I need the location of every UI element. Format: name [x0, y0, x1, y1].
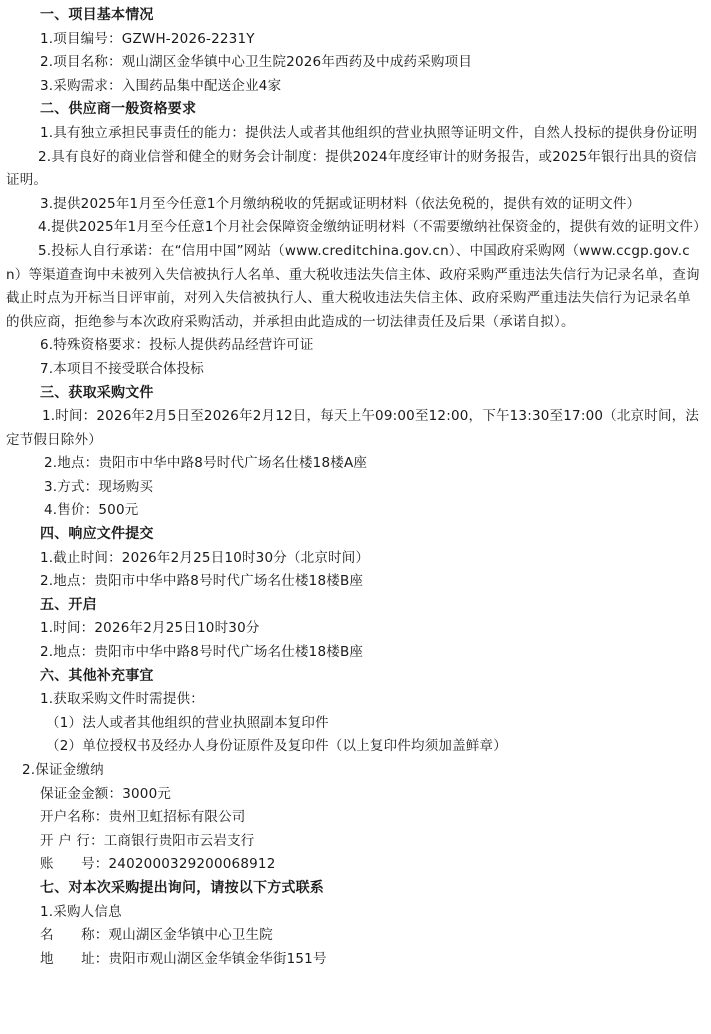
purchaser-name: 名 称：观山湖区金华镇中心卫生院 — [40, 927, 273, 944]
obtain-price: 4.售价：500元 — [44, 502, 139, 519]
qualification-1: 1.具有独立承担民事责任的能力：提供法人或者其他组织的营业执照等证明文件，自然人投标的提供身份证明 — [40, 124, 698, 141]
obtain-location: 2.地点：贵阳市中华中路8号时代广场名仕楼18楼A座 — [44, 455, 368, 472]
qualification-7: 7.本项目不接受联合体投标 — [40, 360, 204, 377]
required-document-1: （1）法人或者其他组织的营业执照副本复印件 — [46, 714, 329, 731]
account-number: 账 号：2402000329200068912 — [40, 856, 276, 873]
qualification-2: 2.具有良好的商业信誉和健全的财务会计制度：提供2024年度经审计的财务报告，或2025年银行出具的资信证明。 — [6, 148, 697, 189]
section-4-title: 四、响应文件提交 — [40, 526, 154, 543]
deposit-title: 2.保证金缴纳 — [22, 762, 104, 778]
deposit-amount: 保证金金额：3000元 — [40, 785, 172, 802]
qualification-3: 3.提供2025年1月至今任意1个月缴纳税收的凭据或证明材料（依法免税的，提供有效的证明文件） — [40, 195, 641, 212]
bank-name: 开 户 行：工商银行贵阳市云岩支行 — [40, 832, 255, 849]
purchaser-address: 地 址：贵阳市观山湖区金华镇金华街151号 — [40, 950, 327, 967]
required-document-2: （2）单位授权书及经办人身份证原件及复印件（以上复印件均须加盖鲜章） — [46, 738, 507, 755]
qualification-4: 4.提供2025年1月至今任意1个月社会保障资金缴纳证明材料（不需要缴纳社保资金的，提供有效的证明文件） — [38, 219, 707, 236]
section-1-title: 一、项目基本情况 — [40, 7, 154, 23]
section-3-title: 三、获取采购文件 — [40, 384, 154, 401]
purchaser-info-title: 1.采购人信息 — [40, 903, 122, 920]
section-5-title: 五、开启 — [40, 596, 97, 613]
qualification-5: 5.投标人自行承诺：在“信用中国”网站（www.creditchina.gov.cn）、中国政府采购网（www.ccgp.gov.cn）等渠道查询中未被列入失信被执行人名单、重大税收违法失信主体、政府采购严重违法失信行为记录名单，查询截止时点为开标当日评审前，对列入失信被执行人、重大税收违法失信主体、政府采购严重违法失信行为记录名单的供应商，拒绝参与本次政府采购活动，并承担由此造成的一切法律责任及后果（承诺自拟）。 — [6, 242, 700, 330]
opening-location: 2.地点：贵阳市中华中路8号时代广场名仕楼18楼B座 — [40, 644, 364, 661]
procurement-demand: 3.采购需求：入围药品集中配送企业4家 — [40, 77, 282, 94]
section-6-title: 六、其他补充事宜 — [40, 667, 154, 684]
project-number: 1.项目编号：GZWH-2026-2231Y — [40, 30, 255, 47]
opening-time: 1.时间：2026年2月25日10时30分 — [40, 620, 260, 637]
project-name: 2.项目名称：观山湖区金华镇中心卫生院2026年西药及中成药采购项目 — [40, 54, 473, 71]
submission-deadline: 1.截止时间：2026年2月25日10时30分（北京时间） — [40, 549, 370, 566]
required-documents: 1.获取采购文件时需提供： — [40, 691, 204, 708]
account-name: 开户名称：贵州卫虹招标有限公司 — [40, 809, 246, 826]
section-2-title: 二、供应商一般资格要求 — [40, 101, 197, 118]
submission-location: 2.地点：贵阳市中华中路8号时代广场名仕楼18楼B座 — [40, 573, 364, 590]
obtain-method: 3.方式：现场购买 — [44, 478, 154, 495]
obtain-time: 1.时间：2026年2月5日至2026年2月12日，每天上午09:00至12:00，下午13:30至17:00（北京时间，法定节假日除外） — [6, 408, 700, 448]
qualification-6: 6.特殊资格要求：投标人提供药品经营许可证 — [40, 337, 314, 354]
section-7-title: 七、对本次采购提出询问，请按以下方式联系 — [40, 879, 324, 896]
